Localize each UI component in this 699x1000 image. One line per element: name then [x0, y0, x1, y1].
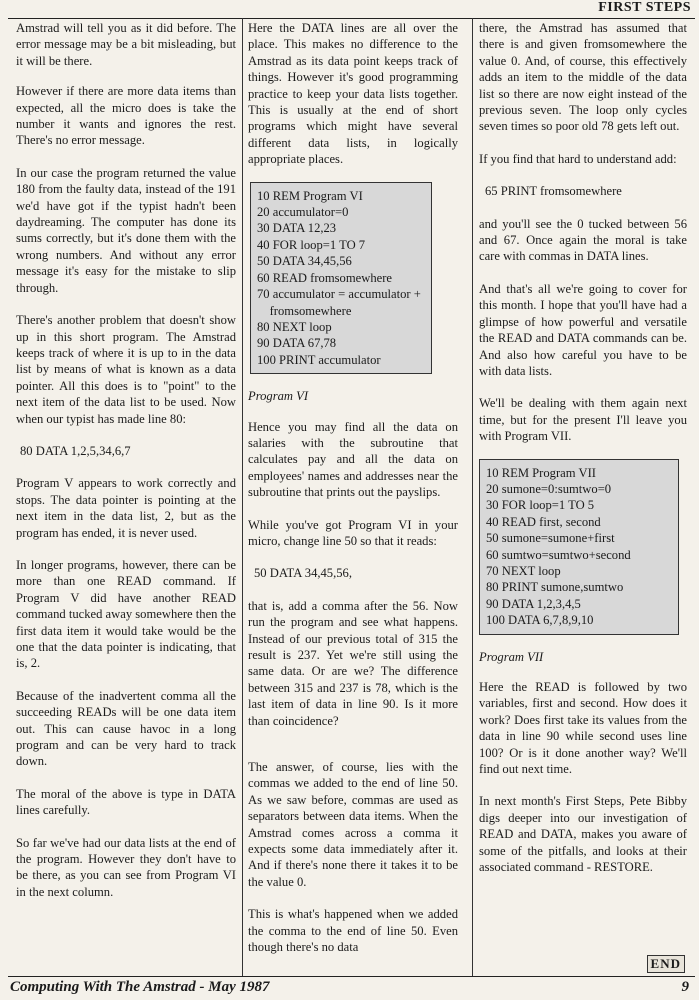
- code-line: 60 READ fromsomewhere: [257, 270, 393, 285]
- column-1: [16, 20, 236, 914]
- paragraph: While you've got Program VI in your micro, change line 50 so that it reads:: [248, 517, 458, 548]
- column-divider: [242, 18, 243, 976]
- program-listing-6: [250, 182, 432, 374]
- paragraph: If you find that hard to understand add:: [479, 151, 677, 166]
- code-line: 40 FOR loop=1 TO 7: [257, 237, 366, 252]
- section-title: FIRST STEPS: [598, 0, 691, 15]
- listing-caption: Program VII: [479, 649, 544, 664]
- paragraph: Hence you may find all the data on salaries with the subroutine that calculates pay and all the data on employees' names and addresses near the subroutine that prints out the payslips.: [248, 419, 458, 500]
- paragraph: So far we've had our data lists at the end of the program. However they don't have to be there, as you can see from Program VI in the next column.: [16, 835, 236, 899]
- paragraph: In our case the program returned the value 180 from the faulty data, instead of the 191 we'd have got if the typist hadn't been daydreaming. The computer has done its sums correctly, but it's done them with the wrong numbers. And without any error message it's easy for the mistake to slip through.: [16, 165, 236, 295]
- code-line: 100 PRINT accumulator: [257, 352, 381, 367]
- code-line: 90 DATA 67,78: [257, 336, 337, 351]
- paragraph: This is what's happened when we added the comma to the end of line 50. Even though there's no data: [248, 907, 458, 955]
- paragraph: Program V appears to work correctly and stops. The data pointer is pointing at the next item in the data list, 2, but as the program has ended, it is never used.: [16, 476, 236, 540]
- code-line: 80 PRINT sumone,sumtwo: [486, 580, 624, 595]
- paragraph: Because of the inadvertent comma all the succeeding READs will be one data item out. This can cause havoc in a long program and can be very hard to track down.: [16, 688, 236, 769]
- code-line: 70 accumulator = accumulator +: [257, 287, 421, 302]
- code-line: 70 NEXT loop: [486, 563, 561, 578]
- code-line: 40 READ first, second: [486, 514, 601, 529]
- paragraph: We'll be dealing with them again next time, but for the present I'll leave you with Program VII.: [479, 396, 687, 444]
- code-line: 10 REM Program VI: [257, 188, 363, 203]
- paragraph: There's another problem that doesn't show up in this short program. The Amstrad keeps track of where it is up to in the data list by means of what is known as a data pointer. All this does is to "point" to the next item of the data list to be used. Now when our typist has made line 80:: [16, 313, 236, 426]
- magazine-footer: Computing With The Amstrad - May 1987: [10, 979, 270, 995]
- code-line: 50 DATA 34,45,56,: [254, 566, 352, 581]
- code-line: 10 REM Program VII: [486, 465, 596, 480]
- header-rule: [8, 0, 695, 19]
- column-divider: [472, 18, 473, 976]
- page-number: 9: [681, 979, 689, 995]
- code-line: 100 DATA 6,7,8,9,10: [486, 613, 594, 628]
- program-listing-7: [479, 459, 679, 635]
- code-line: 50 DATA 34,45,56: [257, 254, 352, 269]
- code-line: 65 PRINT fromsomewhere: [485, 184, 622, 199]
- paragraph: In next month's First Steps, Pete Bibby digs deeper into our investigation of READ and DATA, makes you aware of some of the pitfalls, and looks at their associated command - RESTORE.: [479, 794, 687, 875]
- end-mark: END: [647, 955, 685, 973]
- code-line: 20 accumulator=0: [257, 205, 349, 220]
- footer-rule: [8, 976, 695, 977]
- paragraph: However if there are more data items than expected, all the micro does is take the number it wants and ignores the rest. There's no error message.: [16, 84, 236, 148]
- paragraph: And that's all we're going to cover for this month. I hope that you'll have had a glimpse of how powerful and versatile the READ and DATA commands can be. And also how careful you have to be with data lists.: [479, 281, 687, 378]
- code-line: fromsomewhere: [257, 303, 352, 318]
- paragraph: that is, add a comma after the 56. Now run the program and see what happens. Instead of our previous total of 315 the result is 237. Yet we're still using the same data. Or are we? The difference between 315 and 237 is 78, which is the last item of data in line 90. Is it more than coincidence?: [248, 598, 458, 728]
- paragraph: In longer programs, however, there can be more than one READ command. If Program V did have another READ command tucked away somewhere then the first data item it would take would be the one that the data pointer is indicating, that is, 2.: [16, 557, 236, 671]
- paragraph: and you'll see the 0 tucked between 56 and 67. Once again the moral is take care with commas in DATA lines.: [479, 216, 687, 264]
- paragraph: Here the DATA lines are all over the place. This makes no difference to the Amstrad as its data point keeps track of things. However it's good programming practice to keep your data lists together. This is usually at the end of short programs which might have several different data lists, in logically appropriate places.: [248, 21, 458, 167]
- code-line: 90 DATA 1,2,3,4,5: [486, 596, 581, 611]
- code-line: 80 DATA 1,2,5,34,6,7: [20, 443, 131, 458]
- listing-caption: Program VI: [248, 389, 309, 404]
- column-3: [479, 20, 687, 889]
- paragraph: Here the READ is followed by two variables, first and second. How does it work? Does first take its values from the data in line 90 while second uses line 100? Or is it done another way? We'll find out next time.: [479, 680, 687, 777]
- code-line: 60 sumtwo=sumtwo+second: [486, 547, 631, 562]
- code-line: 30 DATA 12,23: [257, 221, 337, 236]
- paragraph: The answer, of course, lies with the commas we added to the end of line 50. As we saw before, commas are used as separators between data items. When the Amstrad comes across a comma it expects some data immediately after it. And if there's none there it takes it to be the value 0.: [248, 760, 458, 889]
- code-line: 20 sumone=0:sumtwo=0: [486, 481, 612, 496]
- column-2: [248, 20, 458, 970]
- code-line: 50 sumone=sumone+first: [486, 531, 615, 546]
- code-line: 80 NEXT loop: [257, 319, 332, 334]
- code-line: 30 FOR loop=1 TO 5: [486, 498, 595, 513]
- paragraph: Amstrad will tell you as it did before. The error message may be a bit misleading, but it will be there.: [16, 21, 236, 68]
- paragraph: there, the Amstrad has assumed that there is and given fromsomewhere the value 0. And, of course, this effectively adds an item to the middle of the data list so there are now eight instead of the previous seven. The loop only cycles seven times so poor old 78 gets left out.: [479, 21, 687, 134]
- paragraph: The moral of the above is type in DATA lines carefully.: [16, 786, 236, 818]
